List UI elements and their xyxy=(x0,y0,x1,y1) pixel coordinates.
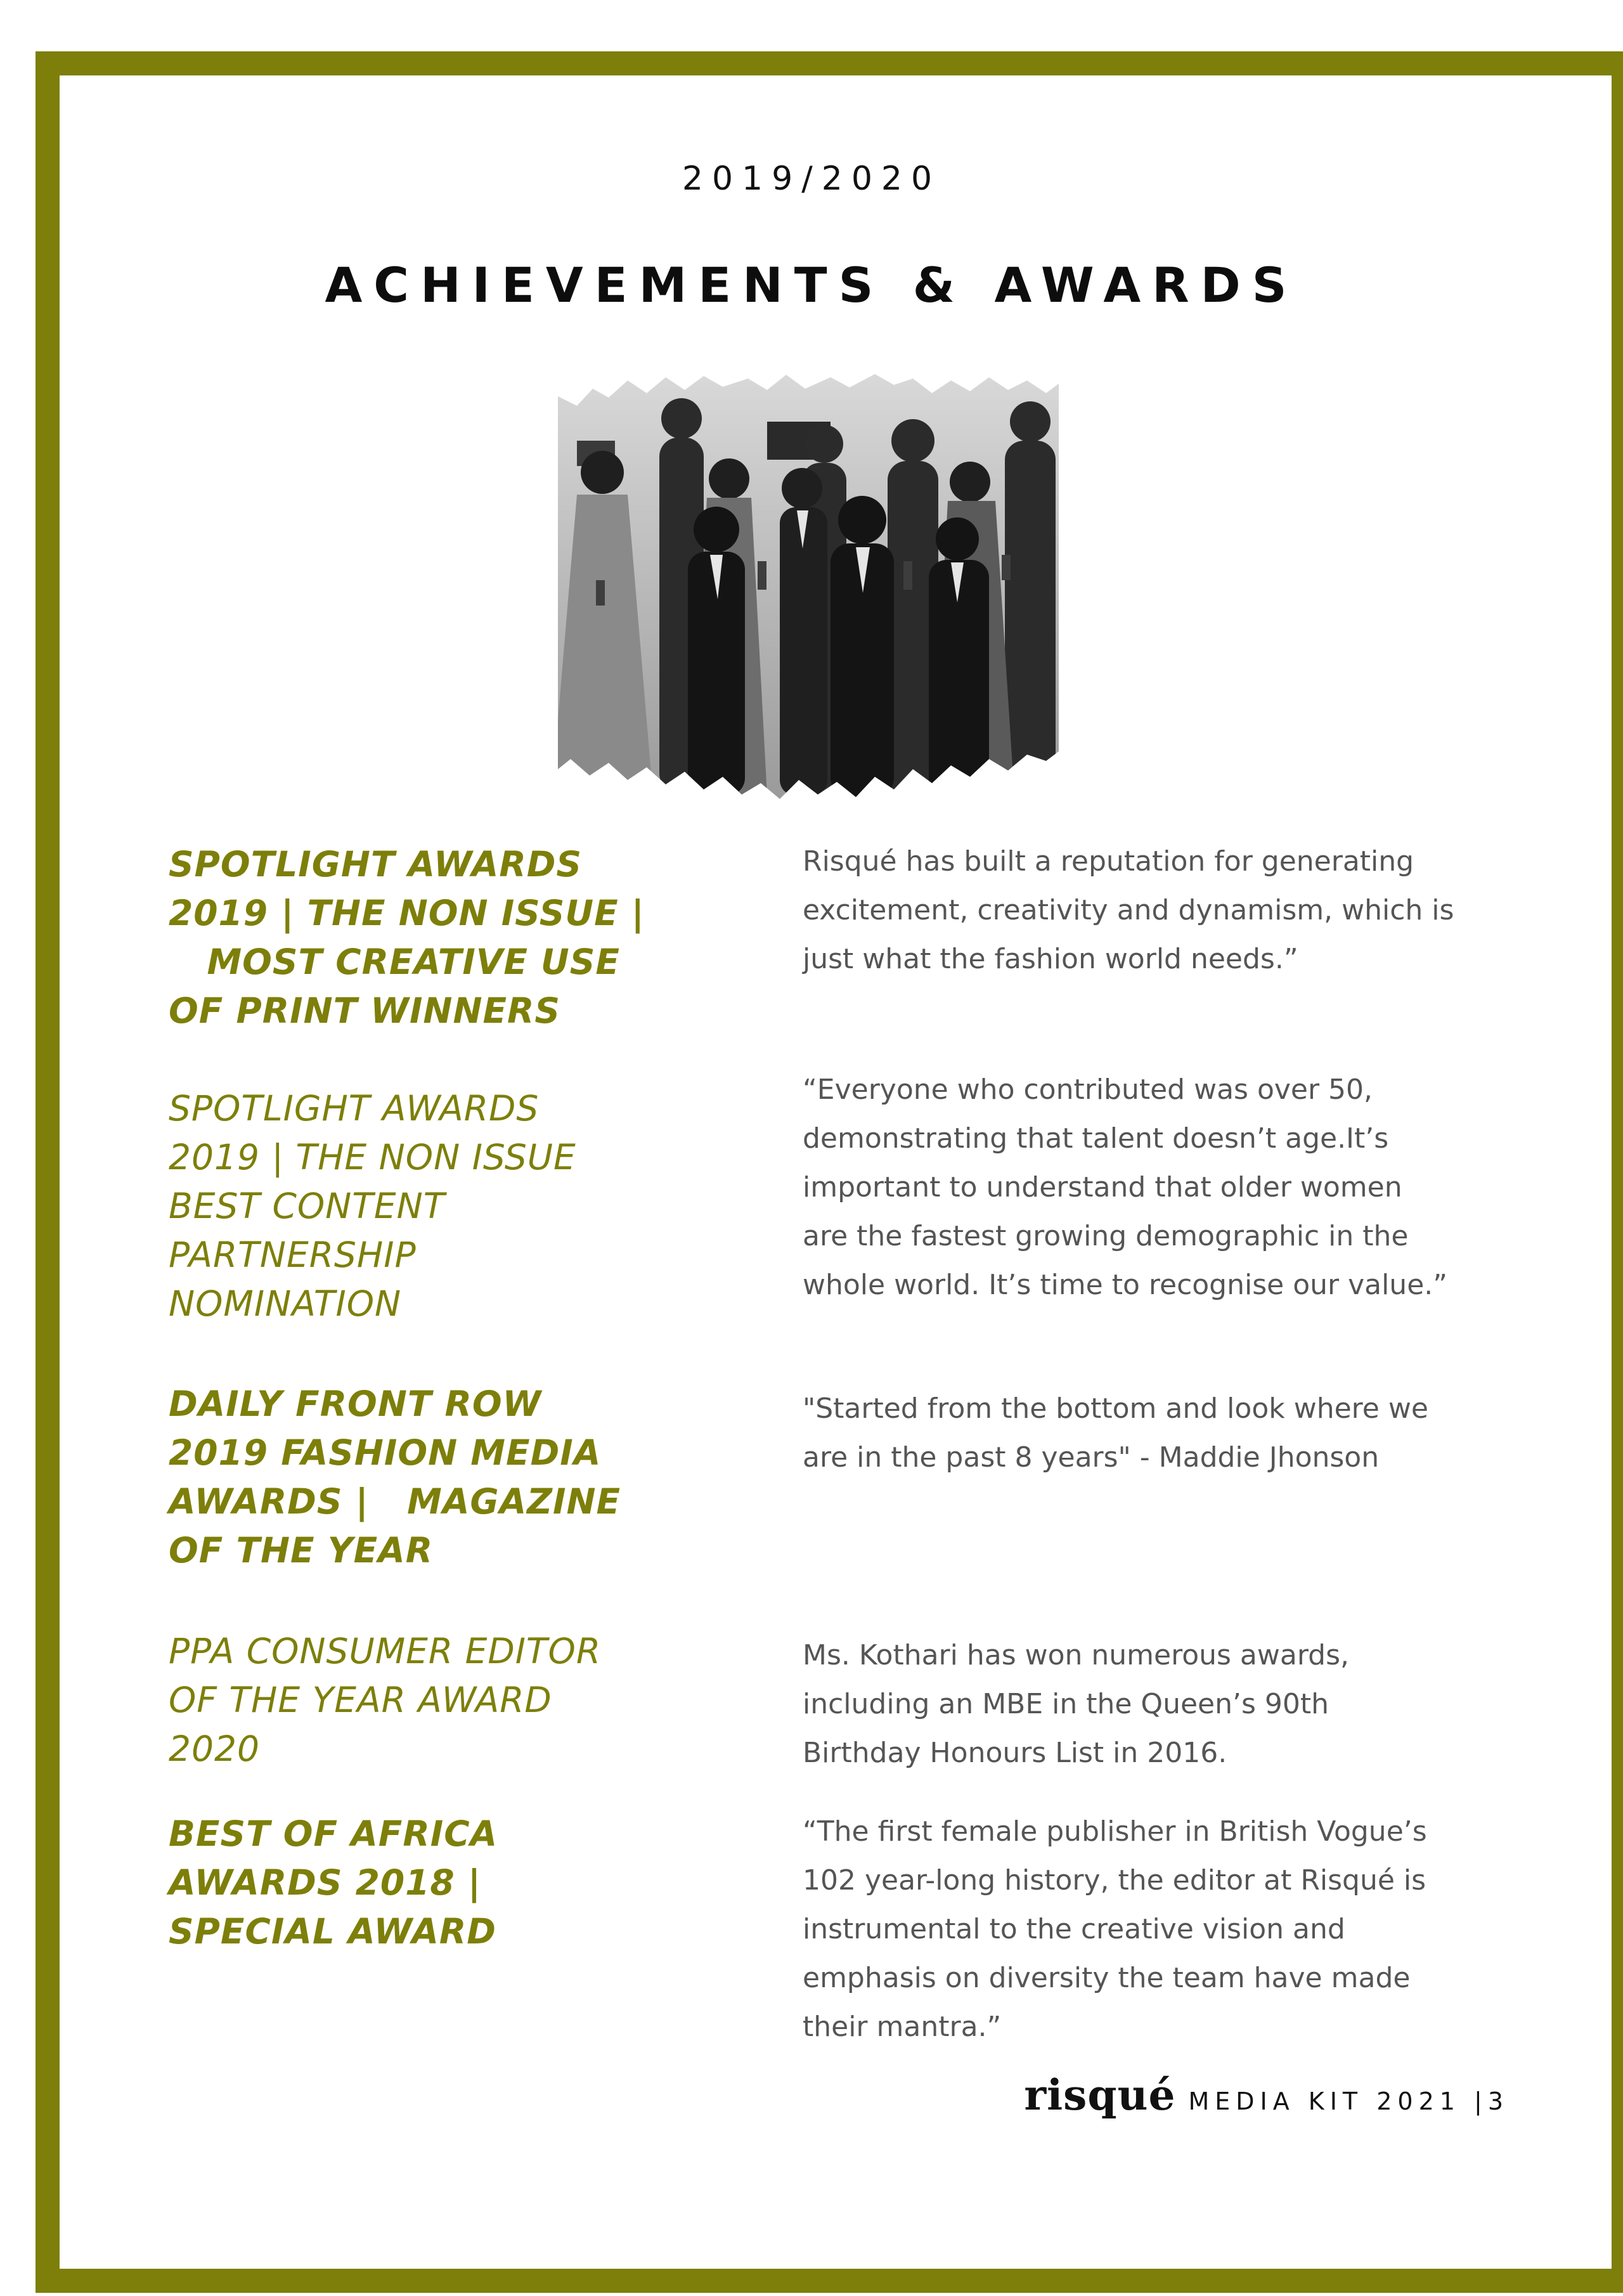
award-line: BEST CONTENT xyxy=(169,1186,446,1226)
award-line: 2020 xyxy=(169,1728,260,1769)
quote-line: "Started from the bottom and look where we xyxy=(803,1392,1428,1425)
award-line: SPECIAL AWARD xyxy=(169,1911,496,1952)
quote-line: just what the fashion world needs.” xyxy=(803,943,1298,975)
award-best-of-africa xyxy=(169,1810,650,1956)
quote-over-50 xyxy=(803,1065,1487,1309)
quote-started-bottom xyxy=(803,1384,1487,1482)
award-line: OF THE YEAR AWARD xyxy=(169,1680,552,1720)
quote-line: their mantra.” xyxy=(803,2011,1002,2043)
page-title: ACHIEVEMENTS & AWARDS xyxy=(325,257,1298,313)
quote-line: “The first female publisher in British Vogue’s xyxy=(803,1815,1427,1848)
quote-line: demonstrating that talent doesn’t age.It’s xyxy=(803,1122,1389,1155)
award-line: PPA CONSUMER EDITOR xyxy=(169,1631,602,1671)
year-heading: 2019/2020 xyxy=(682,160,941,198)
quote-line: emphasis on diversity the team have made xyxy=(803,1962,1411,1994)
award-line: OF PRINT WINNERS xyxy=(169,990,561,1031)
award-spotlight-creative-print xyxy=(169,840,650,1035)
award-line: 2019 FASHION MEDIA xyxy=(169,1432,602,1473)
quote-line: important to understand that older women xyxy=(803,1171,1402,1203)
quote-line: including an MBE in the Queen’s 90th xyxy=(803,1688,1329,1720)
award-line: AWARDS 2018 | xyxy=(169,1862,481,1903)
quote-line: excitement, creativity and dynamism, which is xyxy=(803,894,1454,926)
quote-line: instrumental to the creative vision and xyxy=(803,1913,1345,1945)
award-line: DAILY FRONT ROW xyxy=(169,1384,542,1424)
group-photo xyxy=(558,371,1059,802)
award-daily-front-row xyxy=(169,1380,650,1575)
award-line: SPOTLIGHT AWARDS xyxy=(169,844,582,885)
award-spotlight-content-partnership xyxy=(169,1084,650,1328)
award-ppa-editor xyxy=(169,1627,650,1774)
quote-line: Ms. Kothari has won numerous awards, xyxy=(803,1639,1349,1671)
quote-line: Birthday Honours List in 2016. xyxy=(803,1737,1227,1769)
quote-reputation xyxy=(803,837,1487,983)
award-line: 2019 | THE NON ISSUE | xyxy=(169,893,645,933)
brand-logo: risqué xyxy=(1024,2070,1176,2120)
award-line: NOMINATION xyxy=(169,1283,402,1324)
quote-line: whole world. It’s time to recognise our value.” xyxy=(803,1269,1448,1301)
award-line: MOST CREATIVE USE xyxy=(169,942,620,982)
award-line: SPOTLIGHT AWARDS xyxy=(169,1088,540,1129)
award-line: AWARDS | MAGAZINE xyxy=(169,1481,621,1522)
quote-line: are the fastest growing demographic in the xyxy=(803,1220,1409,1252)
award-line: BEST OF AFRICA xyxy=(169,1813,498,1854)
award-line: PARTNERSHIP xyxy=(169,1235,417,1275)
quote-line: “Everyone who contributed was over 50, xyxy=(803,1073,1373,1106)
award-line: OF THE YEAR xyxy=(169,1530,434,1571)
quote-line: 102 year-long history, the editor at Risqué is xyxy=(803,1864,1426,1897)
page-footer xyxy=(1024,2070,1509,2120)
quote-line: Risqué has built a reputation for generating xyxy=(803,845,1414,878)
quote-first-female-publisher xyxy=(803,1807,1487,2051)
quote-line: are in the past 8 years" - Maddie Jhonson xyxy=(803,1441,1380,1474)
quote-kothari xyxy=(803,1631,1487,1777)
media-kit-label: MEDIA KIT 2021 |3 xyxy=(1188,2087,1509,2115)
award-line: 2019 | THE NON ISSUE xyxy=(169,1137,576,1177)
